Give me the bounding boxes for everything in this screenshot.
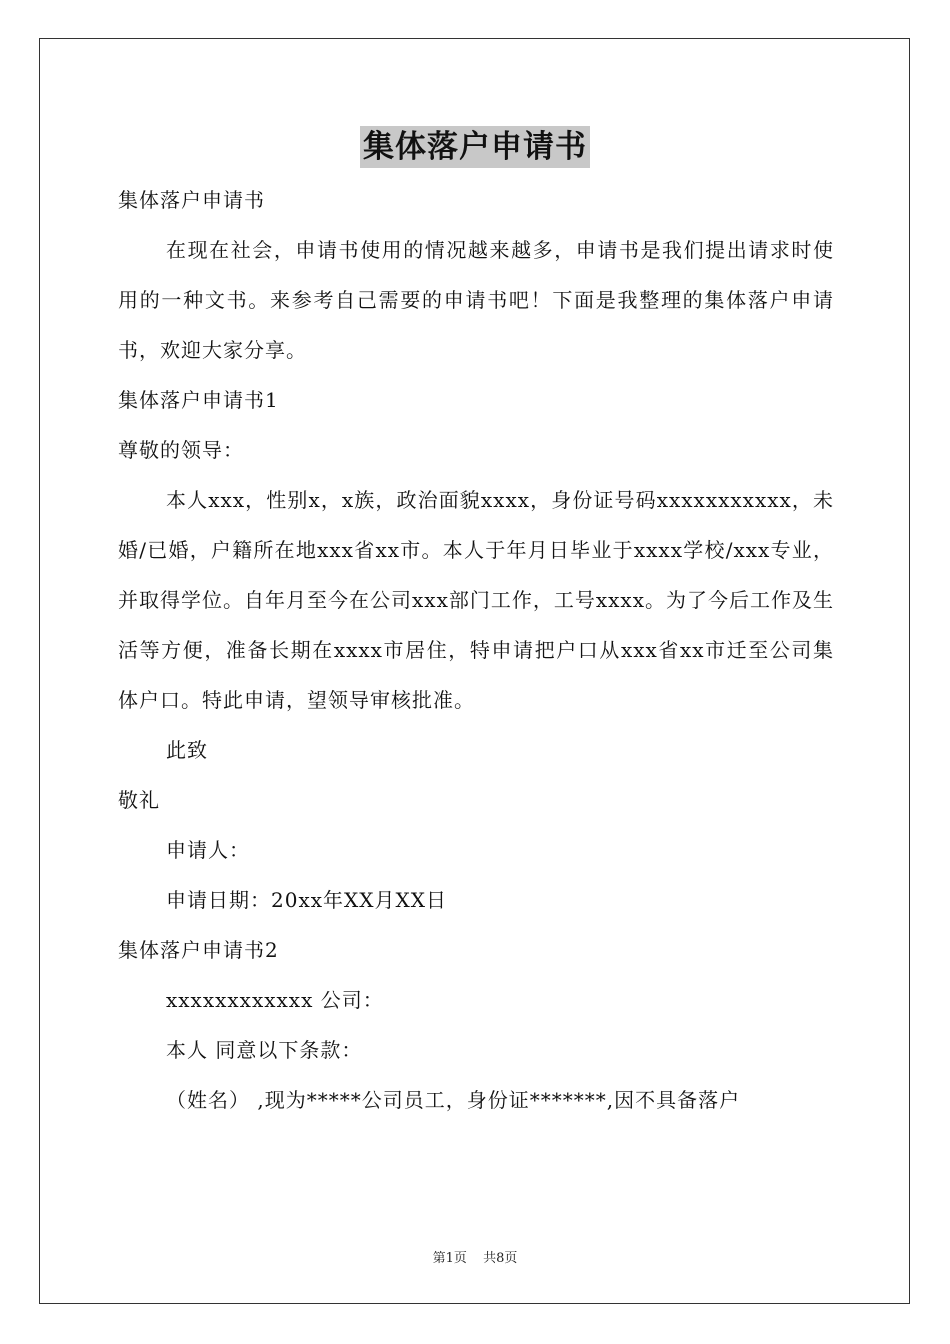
applicant-line: 申请人： bbox=[166, 838, 250, 862]
document-title: 集体落户申请书 bbox=[360, 126, 590, 168]
closing-2: 敬礼 bbox=[118, 788, 160, 812]
date-line: 申请日期：20xx年XX月XX日 bbox=[166, 888, 447, 912]
salutation: 尊敬的领导： bbox=[118, 438, 244, 462]
page-footer bbox=[0, 1247, 950, 1266]
closing-1: 此致 bbox=[166, 738, 208, 762]
page-number: 第1页 bbox=[432, 1251, 467, 1266]
document-body bbox=[118, 175, 834, 1125]
intro-paragraph: 在现在社会，申请书使用的情况越来越多，申请书是我们提出请求时使用的一种文书。来参考自己需要的申请书吧！下面是我整理的集体落户申请书，欢迎大家分享。 bbox=[118, 238, 834, 362]
body-paragraph-1: 本人xxx，性别x，x族，政治面貌xxxx，身份证号码xxxxxxxxxxx，未婚/已婚，户籍所在地xxx省xx市。本人于年月日毕业于xxxx学校/xxx专业，并取得学位。自年月至今在公司xxx部门工作，工号xxxx。为了今后工作及生活等方便，准备长期在xxxx市居住，特申请把户口从xxx省xx市迁至公司集体户口。特此申请，望领导审核批准。 bbox=[118, 488, 834, 712]
heading-1: 集体落户申请书1 bbox=[118, 388, 279, 412]
agree-line: 本人 同意以下条款： bbox=[166, 1038, 363, 1062]
subtitle: 集体落户申请书 bbox=[118, 188, 265, 212]
heading-2: 集体落户申请书2 bbox=[118, 938, 279, 962]
body-paragraph-2: （姓名） ,现为*****公司员工，身份证*******,因不具备落户 bbox=[166, 1088, 741, 1112]
company-line: xxxxxxxxxxxx 公司： bbox=[166, 988, 384, 1012]
page-total: 共8页 bbox=[483, 1251, 518, 1266]
title-wrap bbox=[0, 126, 950, 168]
